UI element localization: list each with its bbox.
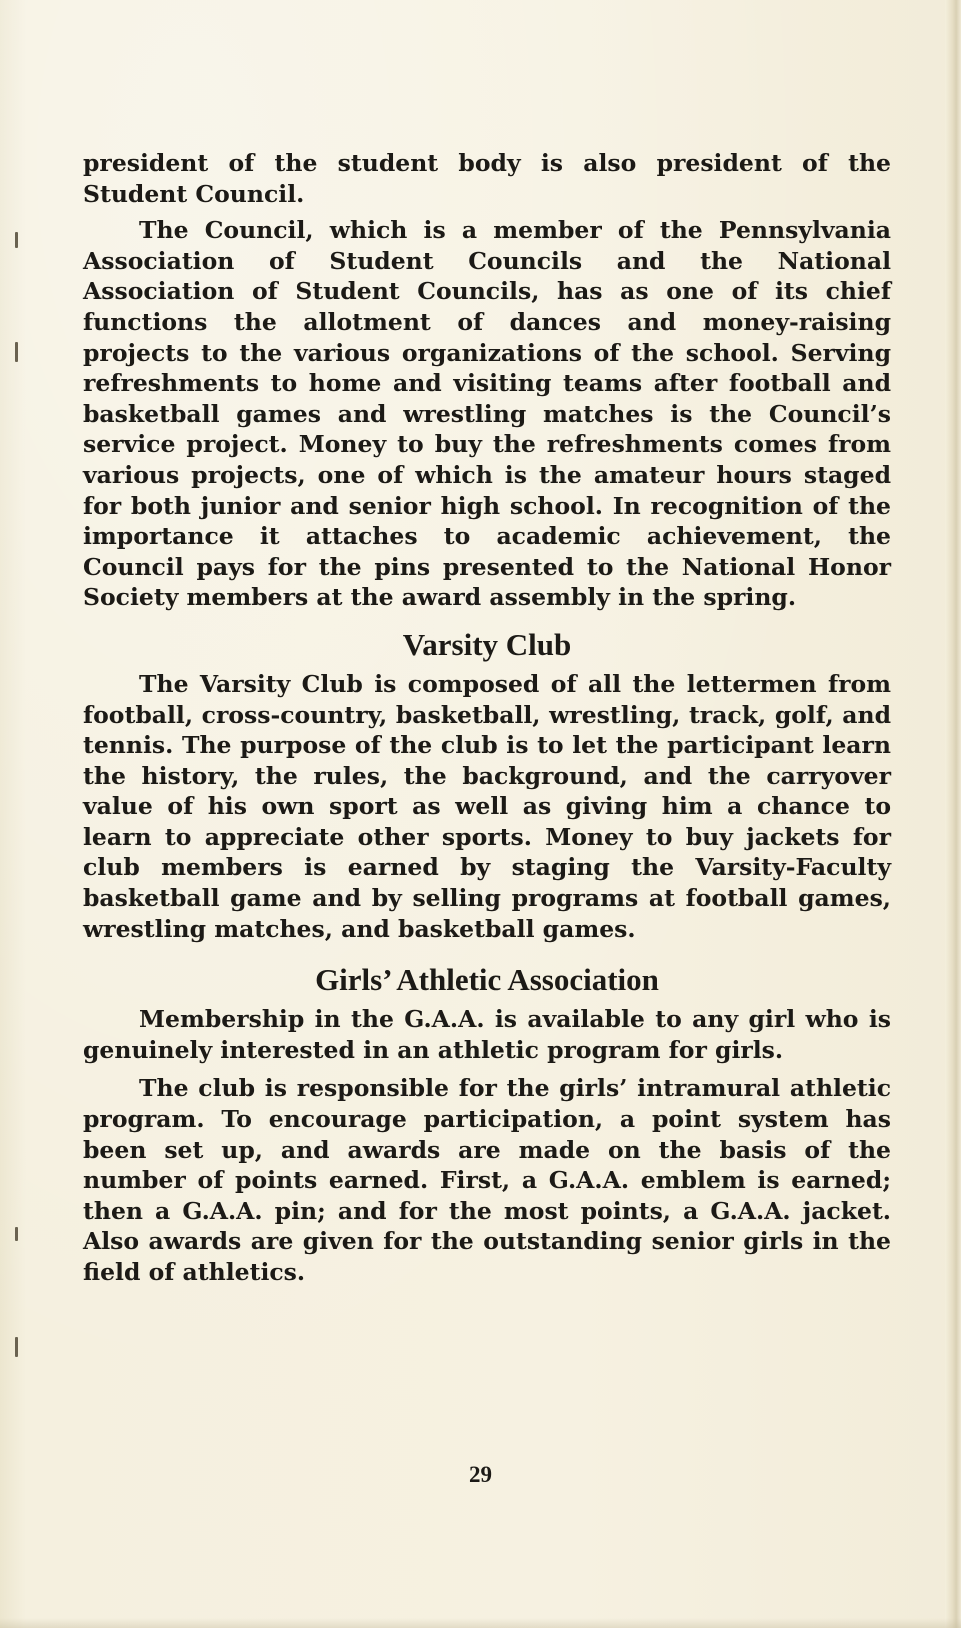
varsity-club-paragraph: The Varsity Club is composed of all the lettermen from football, cross-country, basketball, wrestling, track, golf, and tennis. The purpose of the club is to let the participant learn the history, the rules, the background, and the carryover value of his own sport as well as giving him a chance to learn to appreciate other sports. Money to buy jackets for club members is earned by staging the Varsity-Faculty basketball game and by selling programs at football games, wrestling matches, and basketball games.	[83, 669, 891, 943]
continued-paragraph: president of the student body is also president of the Student Council.	[83, 149, 891, 208]
gaa-program-paragraph: The club is responsible for the girls’ intramural athletic program. To encourage participation, a point system has been set up, and awards are made on the basis of the number of points earned. First, a G.A.A. emblem is earned; then a G.A.A. pin; and for the most points, a G.A.A. jacket. Also awards are given for the outstanding senior girls in the field of athletics.	[83, 1074, 891, 1286]
binding-mark	[15, 1337, 18, 1357]
gaa-membership-paragraph: Membership in the G.A.A. is available to any girl who is genuinely interested in an athletic program for girls.	[83, 1005, 891, 1064]
binding-mark	[15, 1227, 18, 1241]
binding-mark	[15, 232, 18, 248]
gaa-heading: Girls’ Athletic Association	[315, 962, 659, 998]
page-body	[83, 148, 891, 1288]
student-council-paragraph: The Council, which is a member of the Pennsylvania Association of Student Councils and the National Association of Student Councils, has as one of its chief functions the allotment of dances and money-raising projects to the various organizations of the school. Serving refreshments to home and visiting teams after football and basketball games and wrestling matches is the Council’s service project. Money to buy the refreshments comes from various projects, one of which is the amateur hours staged for both junior and senior high school. In recognition of the importance it attaches to academic achievement, the Council pays for the pins presented to the National Honor Society members at the award assembly in the spring.	[83, 216, 891, 612]
varsity-club-heading: Varsity Club	[402, 626, 572, 662]
page-number: 29	[469, 1462, 492, 1487]
page-edge-shadow	[945, 0, 961, 1628]
binding-mark	[15, 342, 18, 362]
page-bottom-shadow	[0, 1618, 961, 1628]
